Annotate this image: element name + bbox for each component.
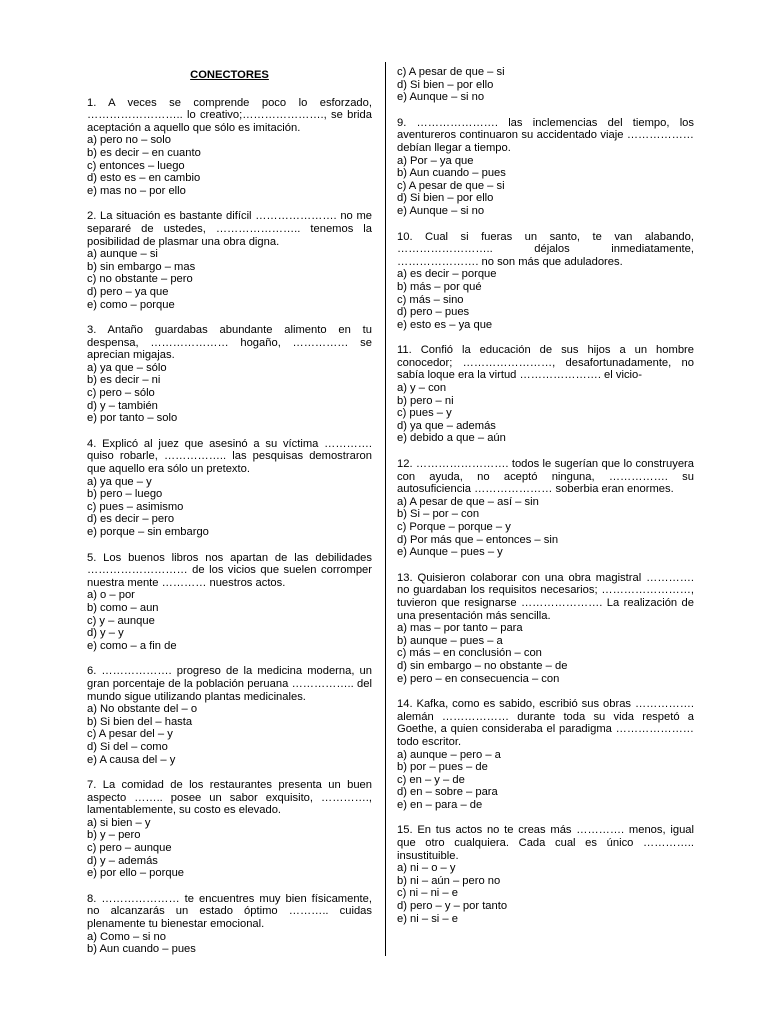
right-column: [397, 66, 694, 938]
answer-option: c) en – y – de: [397, 773, 465, 786]
question-text: 13. Quisieron colaborar con una obra magistral …………. no guardaban los requisitos necesarios; ……………………, tuvieron que resignarse …………………. La realización de una presentación más sencilla.: [397, 571, 694, 622]
answer-option: a) ya que – sólo: [87, 361, 167, 374]
answer-option: d) en – sobre – para: [397, 786, 498, 799]
question-text: 3. Antaño guardabas abundante alimento en tu despensa, ………………… hogaño, …………… se aprecian migajas.: [87, 324, 372, 362]
question-text: 10. Cual si fueras un santo, te van alabando, …………………….. déjalos inmediatamente, …………………. no son más que aduladores.: [397, 230, 694, 268]
answer-option: a) Como – si no: [87, 930, 166, 943]
question-text: 11. Confió la educación de sus hijos a un hombre conocedor; ……………………, desafortunadamente, no sabía loque era la virtud …………………. el vicio-: [397, 344, 694, 382]
answer-option: b) y – pero: [87, 829, 141, 842]
question-item: [87, 438, 372, 539]
answer-option: e) ni – si – e: [397, 912, 458, 925]
answer-option: a) ni – o – y: [397, 862, 456, 875]
answer-option: c) pero – sólo: [87, 387, 155, 400]
answer-option: a) es decir – porque: [397, 268, 497, 281]
answer-option: e) por tanto – solo: [87, 412, 178, 425]
answer-option: c) A pesar de que – si: [397, 66, 505, 78]
question-item: [87, 324, 372, 425]
answer-option: e) en – para – de: [397, 798, 483, 811]
question-text: 6. ………………. progreso de la medicina moderna, un gran porcentaje de la población peruana …………….. del mundo sigue utilizando plantas medicinales.: [87, 665, 372, 703]
answer-option: b) es decir – ni: [87, 374, 161, 387]
question-item: [87, 893, 372, 956]
answer-option: b) pero – ni: [397, 394, 454, 407]
question-item: [397, 344, 694, 445]
answer-option: c) entonces – luego: [87, 159, 185, 172]
answer-option: e) debido a que – aún: [397, 432, 506, 445]
answer-option: d) Si bien – por ello: [397, 192, 494, 205]
question-item: [87, 97, 372, 198]
answer-option: e) Aunque – si no: [397, 91, 485, 104]
answer-option: a) o – por: [87, 589, 135, 602]
answer-option: e) esto es – ya que: [397, 318, 493, 331]
answer-option: e) mas no – por ello: [87, 184, 186, 197]
answer-option: c) A pesar de que – si: [397, 179, 505, 192]
answer-option: a) aunque – pero – a: [397, 748, 501, 761]
answer-option: a) y – con: [397, 382, 447, 395]
question-text: 5. Los buenos libros nos apartan de las debilidades ……………………… de los vicios que suelen corromper nuestra mente ………… nuestros actos.: [87, 551, 372, 589]
answer-option: a) aunque – si: [87, 248, 158, 261]
answer-option: d) y – también: [87, 399, 158, 412]
answer-option: b) Si – por – con: [397, 508, 480, 521]
continued-options: [397, 66, 694, 104]
answer-option: b) Aun cuando – pues: [397, 167, 506, 180]
question-item: [87, 665, 372, 766]
answer-option: c) no obstante – pero: [87, 273, 193, 286]
answer-option: a) Por – ya que: [397, 154, 474, 167]
answer-option: a) si bien – y: [87, 816, 151, 829]
right-question-list: [397, 117, 694, 925]
answer-option: c) más – en conclusión – con: [397, 647, 542, 660]
answer-option: c) Porque – porque – y: [397, 521, 511, 533]
document-title: CONECTORES: [190, 69, 269, 81]
question-item: [87, 552, 372, 653]
answer-option: d) Por más que – entonces – sin: [397, 533, 559, 546]
question-text: 2. La situación es bastante difícil …………………. no me separaré de ustedes, ………………….. tenemos la posibilidad de plasmar una obra digna.: [87, 210, 372, 248]
question-item: [397, 698, 694, 811]
answer-option: c) pues – y: [397, 407, 452, 420]
question-text: 4. Explicó al juez que asesinó a su víctima …………. quiso robarle, …………….. las pesquisas demostraron que aquello era sólo un pretexto.: [87, 437, 372, 476]
answer-option: b) es decir – en cuanto: [87, 146, 201, 159]
answer-option: b) Aun cuando – pues: [87, 943, 196, 956]
answer-option: e) por ello – porque: [87, 867, 185, 880]
answer-option: d) pero – y – por tanto: [397, 900, 508, 913]
answer-option: b) como – aun: [87, 601, 159, 614]
question-text: 15. En tus actos no te creas más …………. menos, igual que otro cualquiera. Cada cual es único ………….. insustituible.: [397, 824, 694, 862]
answer-option: e) A causa del – y: [87, 753, 176, 766]
left-question-list: [87, 97, 372, 956]
answer-option: e) como – a fin de: [87, 639, 177, 652]
answer-option: b) por – pues – de: [397, 761, 488, 774]
answer-option: e) Aunque – si no: [397, 204, 485, 217]
answer-option: b) pero – luego: [87, 488, 163, 501]
answer-option: e) porque – sin embargo: [87, 526, 209, 538]
answer-option: c) A pesar del – y: [87, 728, 173, 741]
answer-option: b) Si bien del – hasta: [87, 715, 193, 728]
question-text: 14. Kafka, como es sabido, escribió sus obras ……………. alemán ……………… durante toda su vida respetó a Goethe, a quien consideraba el paradigma ………………… todo escritor.: [397, 698, 694, 748]
answer-option: c) y – aunque: [87, 614, 155, 627]
answer-option: a) No obstante del – o: [87, 703, 198, 716]
answer-option: c) ni – ni – e: [397, 887, 458, 900]
answer-option: c) pues – asimismo: [87, 500, 184, 513]
answer-option: a) mas – por tanto – para: [397, 622, 523, 635]
answer-option: a) pero no – solo: [87, 134, 171, 147]
question-text: 1. A veces se comprende poco lo esforzado, …………………….. lo creativo;…………………., se brida aceptación a aquello que sólo es imitación.: [87, 96, 372, 134]
answer-option: d) Si del – como: [87, 740, 168, 753]
question-item: [87, 210, 372, 311]
answer-option: d) Si bien – por ello: [397, 78, 494, 91]
answer-option: d) es decir – pero: [87, 513, 175, 526]
answer-option: d) sin embargo – no obstante – de: [397, 659, 568, 672]
answer-option: c) pero – aunque: [87, 842, 172, 855]
answer-option: b) aunque – pues – a: [397, 634, 503, 647]
question-text: 9. …………………. las inclemencias del tiempo, los aventureros continuaron su accidentado viaje ……………… debían llegar a tiempo.: [397, 116, 694, 154]
answer-option: d) y – además: [87, 854, 158, 867]
question-item: [397, 458, 694, 559]
answer-option: b) ni – aún – pero no: [397, 874, 501, 887]
answer-option: c) más – sino: [397, 293, 464, 306]
left-column: [87, 66, 372, 969]
answer-option: a) A pesar de que – así – sin: [397, 495, 539, 508]
answer-option: d) pero – ya que: [87, 285, 169, 298]
question-text: 12. ……………………. todos le sugerían que lo construyera con ayuda, no aceptó ninguna, ……………. su autosuficiencia ………………… soberbia eran enormes.: [397, 458, 694, 496]
answer-option: e) Aunque – pues – y: [397, 546, 503, 559]
answer-option: d) ya que – además: [397, 419, 496, 432]
answer-option: d) esto es – en cambio: [87, 172, 201, 185]
question-item: [87, 779, 372, 880]
question-item: [397, 824, 694, 925]
answer-option: d) y – y: [87, 627, 124, 640]
question-item: [397, 231, 694, 332]
answer-option: e) pero – en consecuencia – con: [397, 672, 560, 685]
answer-option: b) más – por qué: [397, 280, 482, 293]
answer-option: b) sin embargo – mas: [87, 260, 196, 273]
question-item: [397, 572, 694, 685]
question-text: 8. ………………… te encuentres muy bien físicamente, no alcanzarás un estado óptimo ……….. cuidas plenamente tu bienestar emocional.: [87, 892, 372, 931]
answer-option: d) pero – pues: [397, 306, 470, 319]
question-item: [397, 117, 694, 218]
question-text: 7. La comidad de los restaurantes presenta un buen aspecto …….. posee un sabor exquisito, …………., lamentablemente, su costo es elevado.: [87, 779, 372, 817]
answer-option: e) como – porque: [87, 298, 175, 311]
column-divider: [385, 62, 386, 956]
answer-option: a) ya que – y: [87, 475, 152, 488]
